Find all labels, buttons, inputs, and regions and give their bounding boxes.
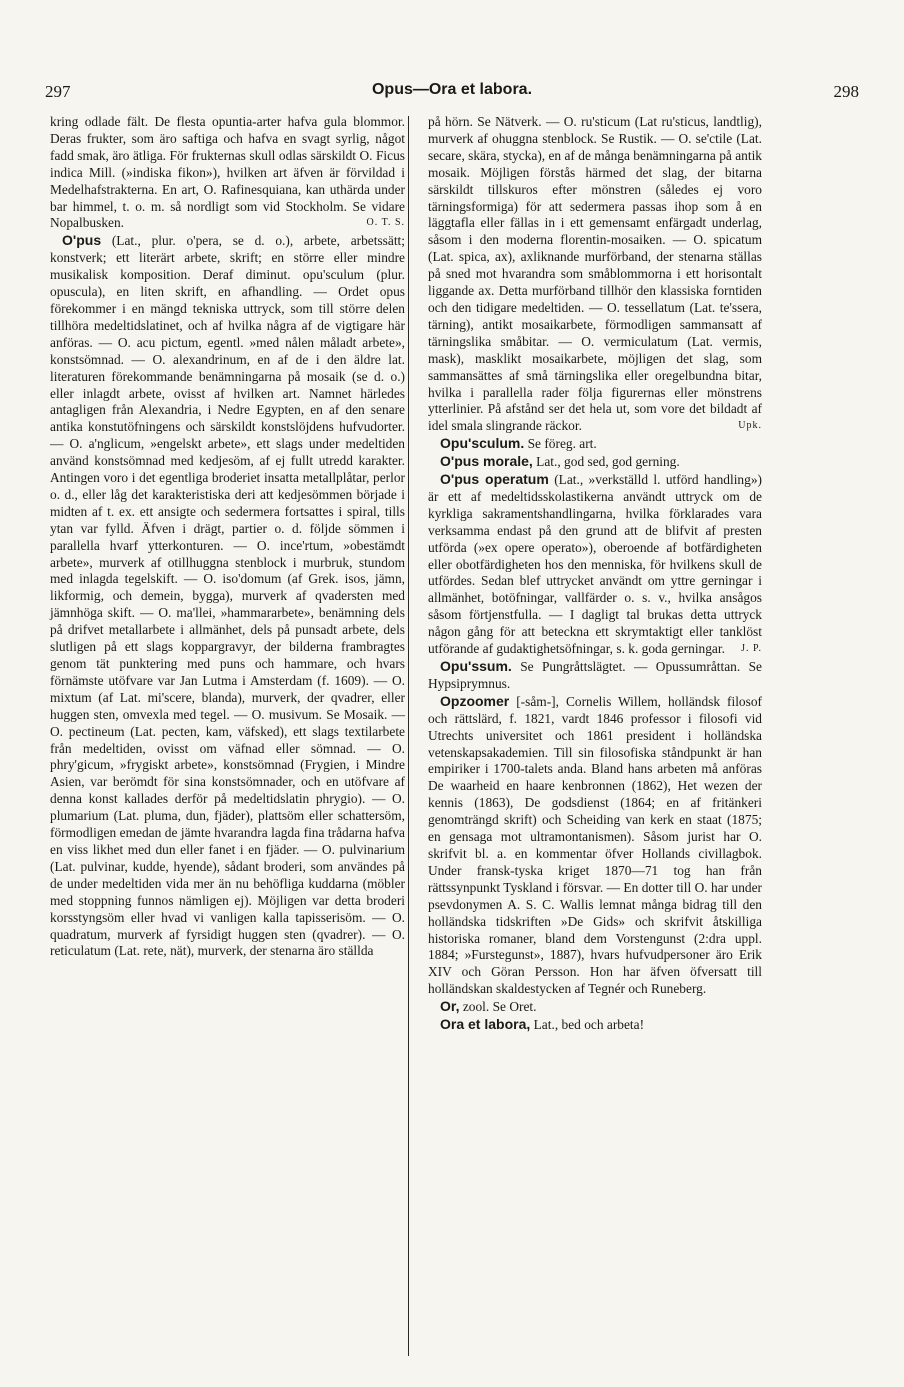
entry-text: Se föreg. art.	[527, 436, 597, 452]
headword: Opu'ssum.	[440, 658, 512, 674]
entry-text: Lat., god sed, god gerning.	[536, 454, 680, 470]
page-number-right: 298	[833, 82, 859, 101]
entry-text: (Lat., plur. o'pera, se d. o.), arbete, arbetssätt; konstverk; ett literärt arbete, skrift; en större eller mindre musikalisk komposition. Deraf diminut. opu'sculum (plur. opuscula), en liten skrift, en afhandling. — Ordet opus förekommer i en mängd tekniska uttryck, som till större delen tillhöra medeltidslatinet, och af hvilka några af de vigtigare här anföras. — O. acu pictum, egentl. »med nålen måladt arbete», konstsömnad. — O. alexandrinum, en af de i den äldre lat. literaturen förekommande benämningarna på mosaik (se d. o.) eller inlagdt arbete, ovisst af hvilken art. Namnet härledes antagligen från Alexandria, i Nedre Egypten, en af den senare antika konstutöfningens och särskildt konstslöjdens hufvudorter. — O. a'nglicum, »engelskt arbete», ett slags under medeltiden använd konstsömnad med kedjesöm, af ej fullt utredd karakter. Antingen voro i det egentliga broderiet insatta metallplåtar, perlor o. d., eller låg det karakteristiska deri att kedjesömmen började i midten af t. ex. ett ansigte och sedermera fortsattes i spiral, tills ytan var fylld. Äfven i drägt, partier o. d. följde sömmen i parallella hvarf ytterkonturen. — O. ince'rtum, »obestämdt arbete», murverk af otillhuggna stenblock i murbruk, stundom med inlagda tegelskift. — O. iso'domum (af Grek. isos, jämn, likformig, och demein, bygga), murverk af qvadersten med jämnhöga skift. — O. ma'llei, »hammararbete», benämning dels på drifvet metallarbete i allmänhet, dels på punsadt arbete, dels slutligen på ett slags koppargravyr, der bilderna frambragtes genom tät punktering med puns och hammare, och hvars förnämste utöfvare var Jan Lutma i Amsterdam (f. 1609). — O. mixtum (af Lat. mi'scere, blanda), murverk, der qvadrer, eller huggen sten, omvexla med tegel. — O. musivum. Se Mosaik. — O. pectineum (Lat. pecten, kam, väfsked), ett slags textilarbete från medeltiden, ovisst om väfnad eller sömnad. — O. phry'gicum, »frygiskt arbete», konstsömnad (Frygien, i Mindre Asien, var berömdt för sina konstsömnader, och en utöfvare af denna konst kallades derför på medeltidslatin phrygio). — O. plumarium (Lat. pluma, dun, fjäder), plattsöm eller schattersöm, förmodligen emedan de jämte hvarandra lagda fina trådarna hafva en viss likhet med dun eller fanet i en fjäder. — O. pulvinarium (Lat. pulvinar, kudde, hyende), sådant broderi, som användes på de under medeltiden vida mer än nu behöfliga kuddarna (möbler med stoppning funnos nämligen ej). Möjligen var detta broderi korsstyngsöm eller hvad vi vanligen kalla tapisserisöm. — O. quadratum, murverk af fyrsidigt huggen sten (qvadrer). — O. reticulatum (Lat. rete, nät), murverk, der stenarna äro ställda	[50, 233, 405, 959]
headword: O'pus operatum	[440, 471, 549, 488]
entry-opusculum	[428, 435, 762, 453]
right-column	[428, 114, 762, 1034]
headword: Ora et labora,	[440, 1016, 531, 1033]
entry-opussum	[428, 658, 762, 693]
headword: Opzoomer	[440, 692, 510, 709]
headword: O'pus morale,	[440, 453, 533, 470]
entry-or	[428, 998, 762, 1016]
entry-text: Lat., bed och arbeta!	[533, 1017, 645, 1033]
entry-text: (Lat., »verkställd l. utförd handling») är ett af medeltidsskolastikerna användt uttryck om de kyrkliga sakramentshandlingarna, hvilka förklarades vara verksamma endast på den grund att de blifvit af presten utförda (»ex opere operato»), oberoende af botfärdigheten eller obotfärdigheten hos den menniska, för hvilkens skull de utfördes. Sedan blef uttrycket användt om yttre gerningar i allmänhet, botöfningar, vallfärder o. s. v., hvilka ansågos såsom förtjenstfulla. — I dagligt tal brukas detta uttryck någon gång för att beteckna ett skrymtaktigt eller tanklöst utförande af gudaktighetsöfningar, s. k. goda gerningar.	[428, 472, 762, 657]
entry-opus-continuation	[428, 114, 762, 435]
left-column	[50, 114, 405, 960]
entry-text: på hörn. Se Nätverk. — O. ru'sticum (Lat ru'sticus, landtlig), murverk af ohuggna stenblock. Se Rustik. — O. se'ctile (Lat. secare, skära, stycka), en af de många benämningarna på antik mosaik. Möjligen förstås härmed det slag, der bitarna särskildt tillskuros efter mönstren (således ej voro tärningsformiga) för att sedermera passas ihop som å en läggtafla eller fällas in i ett gemensamt enfärgadt underlag, såsom i den moderna florentin-mosaiken. — O. spicatum (Lat. spica, ax), axliknande murförband, der stenarna ställas på sned mot hvarandra som småblommorna i ett horisontalt liggande ax. Detta murförband tillhör den klassiska forntiden och den tidigare medeltiden. — O. tessellatum (Lat. te'ssera, tärning), antikt mosaikarbete, förmodligen sammansatt af tärningslika småbitar. — O. vermiculatum (Lat. vermis, mask), masklikt mosaikarbete, möjligen det slag, som sammansättes af små tärningslika eller oregelbundna bitar, hvilka i parallella rader följa figurernas eller mönstrens ytterlinier. På afstånd ser det hela ut, som vore det bildadt af idel smala slingrande räckor.	[428, 114, 762, 434]
entry-text: Se Pungråttslägtet. — Opussumråttan. Se Hypsiprymnus.	[428, 659, 762, 691]
entry-opuntia-continuation	[50, 114, 405, 232]
author-signature: O. T. S.	[366, 217, 405, 229]
entry-opus-morale	[428, 453, 762, 471]
author-signature: J. P.	[741, 643, 762, 655]
entry-text: kring odlade fält. De flesta opuntia-arter hafva gula blommor. Deras frukter, som äro saftiga och hafva en svagt syrlig, något fadd smak, äro ätliga. För frukternas skull odlas särskildt O. Ficus indica Mill. (»indiska fikon»), hvilken art äfven är förvildad i Medelhafstrakterna. En art, O. Rafinesquiana, kan uthärda under bar himmel, t. o. m. så nordligt som vid Stockholm. Se vidare Nopalbusken.	[50, 114, 405, 231]
entry-ora-et-labora	[428, 1016, 762, 1034]
page-number-left: 297	[45, 82, 71, 101]
headword: O'pus	[62, 232, 102, 249]
author-signature: Upk.	[738, 420, 762, 432]
entry-opus	[50, 232, 405, 960]
page-header	[45, 82, 859, 108]
entry-opzoomer	[428, 693, 762, 998]
entry-text: zool. Se Oret.	[462, 999, 537, 1015]
running-title: Opus—Ora et labora.	[371, 81, 533, 98]
entry-opus-operatum	[428, 471, 762, 658]
column-divider	[408, 116, 409, 1356]
headword: Opu'sculum.	[440, 435, 525, 452]
entry-text: [-såm-], Cornelis Willem, holländsk filosof och rättslärd, f. 1821, vardt 1846 professor i filosofi vid Utrechts universitet och 1861 president i holländska vetenskapsakademien. Till sin filosofiska ståndpunkt är han empiriker i 1700-talets anda. Bland hans arbeten må anföras De waarheid en haare kenbronnen (1862), Het wezen der kennis (1863), De godsdienst (1864; en af fritänkeri genomträngd skrift) och Scheiding van kerk en staat (1875; en gensaga mot ultramontanismen). Såsom jurist har O. skrifvit bl. a. en kommentar öfver Hollands civillagbok. Under fransk-tyska kriget 1870—71 tog han från rättssynpunkt Tyskland i försvar. — En dotter till O. har under psevdonymen A. S. C. Wallis lemnat många bidrag till den holländska tidskriften »De Gids» och skrifvit åtskilliga historiska romaner, bland dem Vorstengunst (2:dra uppl. 1884; »Furstegunst», 1887), hvars hufvudpersoner äro Erik XIV och Göran Persson. Hon har äfven öfversatt till holländskan skaldestycken af Tegnér och Runeberg.	[428, 693, 762, 997]
headword: Or,	[440, 998, 460, 1015]
